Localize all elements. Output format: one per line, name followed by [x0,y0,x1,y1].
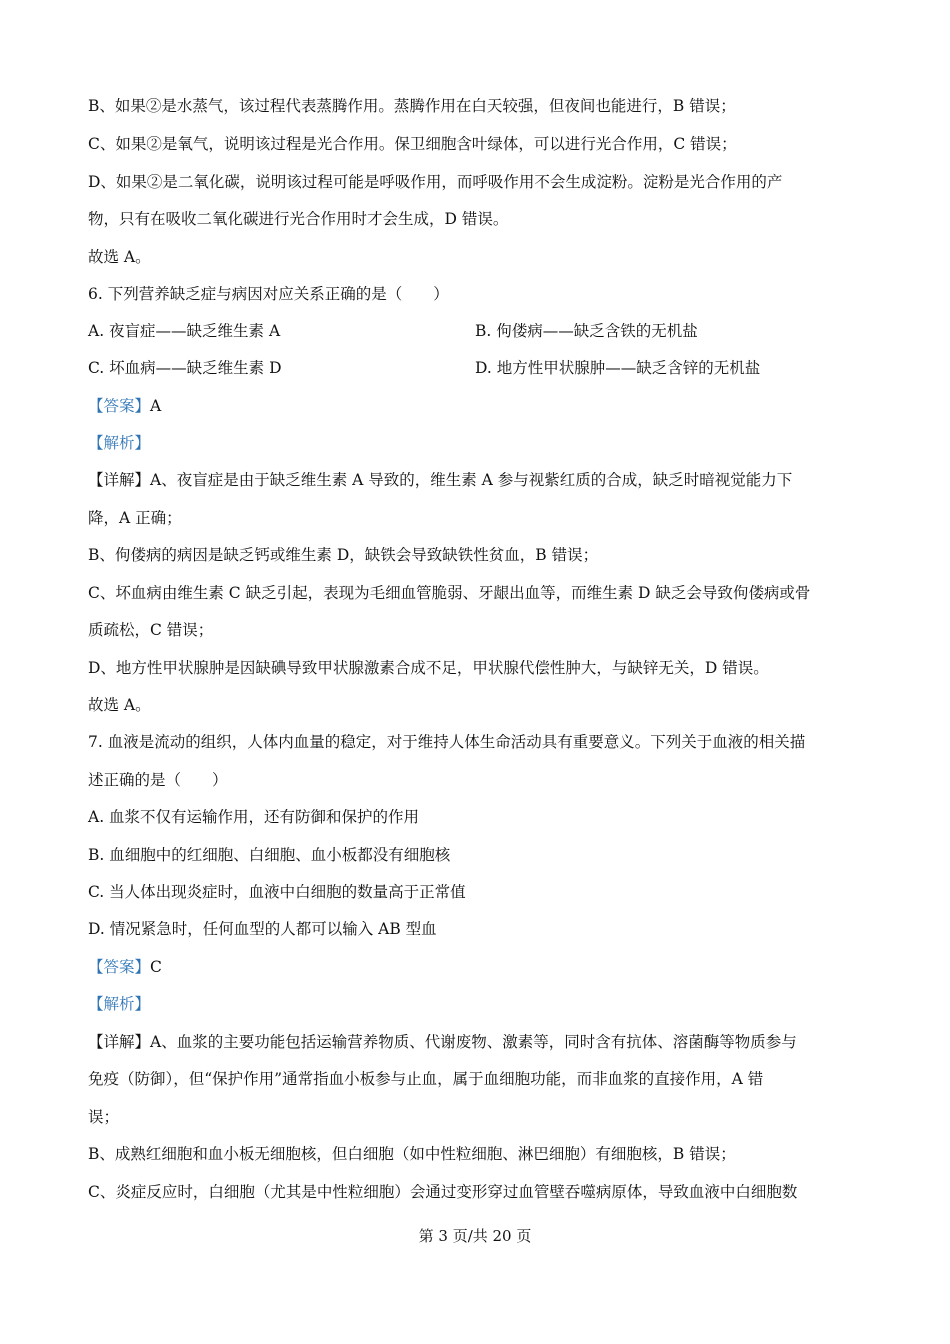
q5-option-d-explanation-line2: 物，只有在吸收二氧化碳进行光合作用时才会生成，D 错误。 [88,210,509,228]
q7-stem-line1: 7. 血液是流动的组织，人体内血量的稳定，对于维持人体生命活动具有重要意义。下列关于血液的相关描 [88,733,806,751]
q6-detail-b: B、佝偻病的病因是缺乏钙或维生素 D，缺铁会导致缺铁性贫血，B 错误； [88,546,599,564]
q6-detail-d: D、地方性甲状腺肿是因缺碘导致甲状腺激素合成不足，甲状腺代偿性肿大，与缺锌无关，D 错误。 [88,659,769,677]
page-number-footer: 第 3 页/共 20 页 [418,1227,532,1245]
q5-conclusion: 故选 A。 [88,248,151,266]
q5-option-b-explanation: B、如果②是水蒸气，该过程代表蒸腾作用。蒸腾作用在白天较强，但夜间也能进行，B 错误； [88,97,736,115]
q7-detail-c-line1: C、炎症反应时，白细胞（尤其是中性粒细胞）会通过变形穿过血管壁吞噬病原体，导致血液中白细胞数 [88,1183,798,1201]
q5-option-d-explanation-line1: D、如果②是二氧化碳，说明该过程可能是呼吸作用，而呼吸作用不会生成淀粉。淀粉是光合作用的产 [88,173,783,191]
q6-answer [88,396,161,416]
q6-option-b: B. 佝偻病——缺乏含铁的无机盐 [475,322,698,340]
q7-answer [88,957,162,977]
q7-detail-a-line1 [88,1032,797,1052]
q5-option-c-explanation: C、如果②是氧气，说明该过程是光合作用。保卫细胞含叶绿体，可以进行光合作用，C 错误； [88,135,737,153]
q6-detail-a-text: A、夜盲症是由于缺乏维生素 A 导致的，维生素 A 参与视紫红质的合成，缺乏时暗视觉能力下 [150,471,793,489]
q6-detail-a-line1 [88,470,792,490]
q7-stem-line2: 述正确的是（ ） [88,771,228,789]
q6-detail-c-line2: 质疏松，C 错误； [88,621,214,639]
q7-option-b: B. 血细胞中的红细胞、白细胞、血小板都没有细胞核 [88,846,451,864]
q6-answer-tag: 【答案】 [88,397,151,415]
q6-conclusion: 故选 A。 [88,696,151,714]
q7-option-d: D. 情况紧急时，任何血型的人都可以输入 AB 型血 [88,920,437,938]
q7-answer-tag: 【答案】 [88,958,151,976]
q7-detail-a-text: A、血浆的主要功能包括运输营养物质、代谢废物、激素等，同时含有抗体、溶菌酶等物质参与 [150,1033,797,1051]
q7-detail-a-line3: 误； [88,1108,120,1126]
q6-option-a: A. 夜盲症——缺乏维生素 A [88,322,281,340]
q7-option-a: A. 血浆不仅有运输作用，还有防御和保护的作用 [88,808,420,826]
q7-detail-b: B、成熟红细胞和血小板无细胞核，但白细胞（如中性粒细胞、淋巴细胞）有细胞核，B 错误； [88,1145,736,1163]
q6-analysis-tag: 【解析】 [88,434,151,452]
q6-detail-tag: 【详解】 [88,471,151,489]
q7-answer-value: C [150,958,162,976]
q6-answer-value: A [150,397,162,415]
q6-detail-a-line2: 降，A 正确； [88,509,182,527]
q6-detail-c-line1: C、坏血病由维生素 C 缺乏引起，表现为毛细血管脆弱、牙龈出血等，而维生素 D 缺乏会导致佝偻病或骨 [88,584,811,602]
q7-analysis-tag: 【解析】 [88,995,151,1013]
q7-option-c: C. 当人体出现炎症时，血液中白细胞的数量高于正常值 [88,883,466,901]
q6-option-c: C. 坏血病——缺乏维生素 D [88,359,282,377]
q6-option-d: D. 地方性甲状腺肿——缺乏含锌的无机盐 [475,359,761,377]
q7-detail-tag: 【详解】 [88,1033,151,1051]
q6-stem: 6. 下列营养缺乏症与病因对应关系正确的是（ ） [88,285,449,303]
q7-detail-a-line2: 免疫（防御），但“保护作用”通常指血小板参与止血，属于血细胞功能，而非血浆的直接作用，A 错 [88,1070,764,1088]
